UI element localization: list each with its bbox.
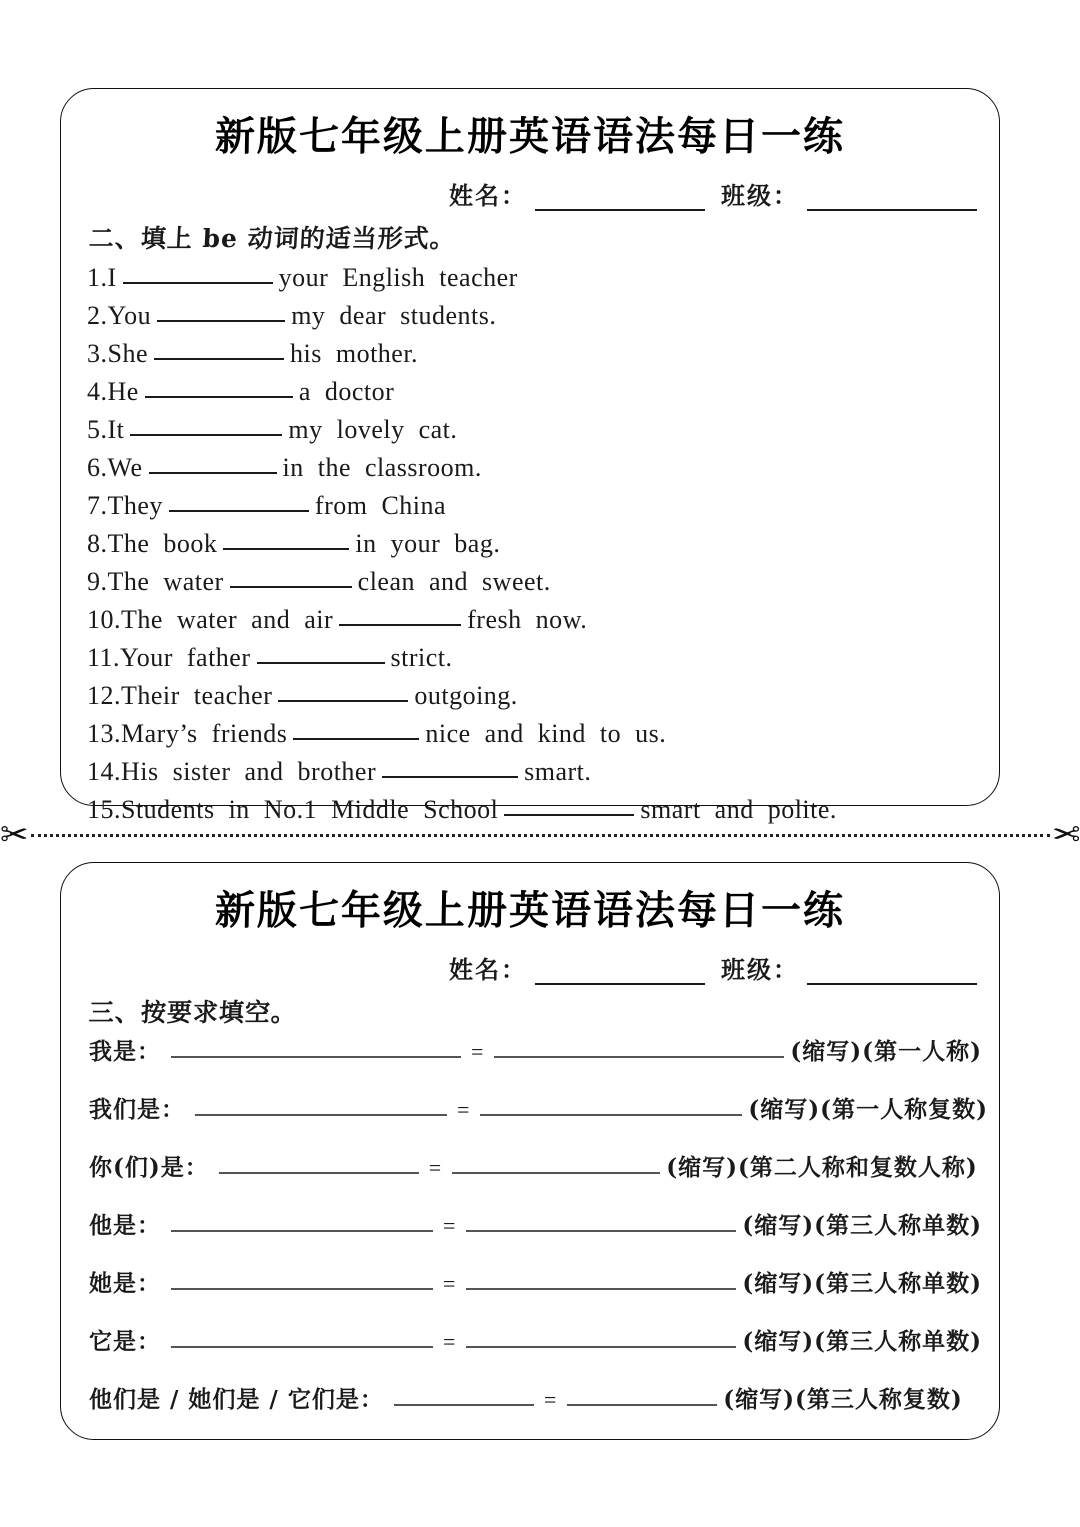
name-field-top[interactable] [449, 176, 705, 211]
answer-blank[interactable] [157, 300, 285, 322]
answer-blank[interactable] [382, 756, 518, 778]
equals-sign: = [443, 1271, 457, 1296]
scissors-icon-right: ✂ [1051, 815, 1080, 855]
pronoun-row [89, 1033, 999, 1091]
question-item [87, 563, 999, 601]
pronoun-blank-contraction[interactable] [480, 1094, 742, 1116]
pronoun-blank-full[interactable] [394, 1384, 534, 1406]
class-blank-top[interactable] [807, 187, 977, 211]
pronoun-blank-contraction[interactable] [466, 1210, 736, 1232]
question-suffix: my dear students. [291, 301, 497, 330]
section-two-heading: 二、填上 be 动词的适当形式。 [88, 224, 457, 253]
question-prefix: 7.They [87, 491, 163, 520]
answer-blank[interactable] [130, 414, 282, 436]
equals-sign: = [457, 1097, 471, 1122]
pronoun-note: (缩写)(第三人称复数) [723, 1386, 963, 1413]
pronoun-note: (缩写)(第一人称复数) [748, 1096, 988, 1123]
question-prefix: 3.She [87, 339, 148, 368]
question-item [87, 259, 999, 297]
pronoun-note: (缩写)(第三人称单数) [742, 1212, 982, 1239]
pronoun-row [89, 1265, 999, 1323]
name-label-bottom: 姓名： [449, 955, 527, 984]
pronoun-blank-contraction[interactable] [567, 1384, 717, 1406]
question-suffix: strict. [390, 643, 453, 672]
question-suffix: in your bag. [355, 529, 501, 558]
pronoun-note: (缩写)(第一人称) [790, 1038, 982, 1065]
pronoun-label: 她是： [89, 1270, 161, 1297]
question-item [87, 677, 999, 715]
question-suffix: outgoing. [414, 681, 518, 710]
question-suffix: a doctor [298, 377, 395, 406]
pronoun-row [89, 1207, 999, 1265]
question-list [87, 259, 999, 829]
question-prefix: 6.We [87, 453, 143, 482]
name-blank-bottom[interactable] [535, 961, 705, 985]
question-item [87, 715, 999, 753]
equals-sign: = [543, 1387, 558, 1412]
pronoun-row [89, 1149, 999, 1207]
pronoun-blank-full[interactable] [171, 1210, 433, 1232]
question-item [87, 297, 999, 335]
question-prefix: 13.Mary’s friends [87, 719, 288, 748]
pronoun-note: (缩写)(第三人称单数) [742, 1328, 982, 1355]
pronoun-note: (缩写)(第二人称和复数人称) [666, 1154, 978, 1181]
scissors-icon-left: ✂ [0, 815, 29, 855]
question-prefix: 1.I [87, 263, 117, 292]
question-suffix: clean and sweet. [357, 567, 551, 596]
page-title-top: 新版七年级上册英语语法每日一练 [214, 113, 846, 160]
question-suffix: nice and kind to us. [425, 719, 667, 748]
pronoun-blank-full[interactable] [171, 1268, 433, 1290]
question-prefix: 2.You [87, 301, 152, 330]
cut-line [0, 812, 1080, 858]
question-suffix: in the classroom. [282, 453, 482, 482]
worksheet-card-top [60, 88, 1000, 824]
pronoun-blank-full[interactable] [219, 1152, 419, 1174]
answer-blank[interactable] [145, 376, 293, 398]
class-label-top: 班级： [721, 181, 799, 210]
question-suffix: smart. [524, 757, 592, 786]
question-item [87, 449, 999, 487]
question-suffix: his mother. [290, 339, 419, 368]
class-field-bottom[interactable] [721, 950, 977, 985]
question-item [87, 487, 999, 525]
question-prefix: 15.Students in No.1 Middle School [87, 795, 499, 824]
question-prefix: 11.Your father [87, 643, 251, 672]
class-label-bottom: 班级： [721, 955, 799, 984]
pronoun-blank-full[interactable] [171, 1326, 433, 1348]
worksheet-card-bottom [60, 862, 1000, 1440]
question-suffix: fresh now. [467, 605, 588, 634]
page-title-bottom: 新版七年级上册英语语法每日一练 [214, 887, 846, 934]
pronoun-list [61, 1033, 999, 1439]
question-suffix: smart and polite. [640, 795, 837, 824]
answer-blank[interactable] [149, 452, 277, 474]
name-field-bottom[interactable] [449, 950, 705, 985]
answer-blank[interactable] [257, 642, 385, 664]
question-suffix: my lovely cat. [288, 415, 458, 444]
pronoun-row [89, 1381, 999, 1439]
answer-blank[interactable] [223, 528, 349, 550]
answer-blank[interactable] [293, 718, 419, 740]
answer-blank[interactable] [230, 566, 352, 588]
cut-dotted-line [31, 834, 1050, 837]
name-blank-top[interactable] [535, 187, 705, 211]
pronoun-blank-contraction[interactable] [494, 1036, 784, 1058]
question-prefix: 12.Their teacher [87, 681, 273, 710]
pronoun-label: 我们是： [89, 1096, 185, 1123]
pronoun-label: 你(们)是： [89, 1154, 209, 1181]
class-field-top[interactable] [721, 176, 977, 211]
answer-blank[interactable] [169, 490, 309, 512]
answer-blank[interactable] [339, 604, 461, 626]
answer-blank[interactable] [123, 262, 273, 284]
pronoun-blank-contraction[interactable] [466, 1326, 736, 1348]
question-item [87, 373, 999, 411]
name-label-top: 姓名： [449, 181, 527, 210]
question-prefix: 14.His sister and brother [87, 757, 377, 786]
equals-sign: = [428, 1155, 443, 1180]
pronoun-label: 我是： [89, 1038, 161, 1065]
pronoun-label: 他们是 / 她们是 / 它们是： [89, 1386, 384, 1413]
pronoun-label: 它是： [89, 1328, 161, 1355]
question-item [87, 335, 999, 373]
question-prefix: 10.The water and air [87, 605, 334, 634]
question-item [87, 639, 999, 677]
pronoun-label: 他是： [89, 1212, 161, 1239]
question-item [87, 601, 999, 639]
question-item [87, 525, 999, 563]
question-suffix: your English teacher [278, 263, 518, 292]
student-id-row-bottom [61, 950, 999, 985]
question-prefix: 4.He [87, 377, 139, 406]
section-three-heading: 三、按要求填空。 [88, 998, 298, 1027]
question-prefix: 8.The book [87, 529, 218, 558]
student-id-row-top [61, 176, 999, 211]
question-item [87, 753, 999, 791]
equals-sign: = [443, 1213, 457, 1238]
question-item [87, 411, 999, 449]
class-blank-bottom[interactable] [807, 961, 977, 985]
pronoun-blank-full[interactable] [195, 1094, 447, 1116]
answer-blank[interactable] [278, 680, 408, 702]
answer-blank[interactable] [154, 338, 284, 360]
equals-sign: = [471, 1039, 485, 1064]
equals-sign: = [443, 1329, 457, 1354]
pronoun-blank-contraction[interactable] [452, 1152, 660, 1174]
pronoun-row [89, 1091, 999, 1149]
question-prefix: 5.It [87, 415, 125, 444]
pronoun-blank-contraction[interactable] [466, 1268, 736, 1290]
pronoun-blank-full[interactable] [171, 1036, 461, 1058]
pronoun-row [89, 1323, 999, 1381]
question-prefix: 9.The water [87, 567, 224, 596]
question-suffix: from China [314, 491, 447, 520]
pronoun-note: (缩写)(第三人称单数) [742, 1270, 982, 1297]
